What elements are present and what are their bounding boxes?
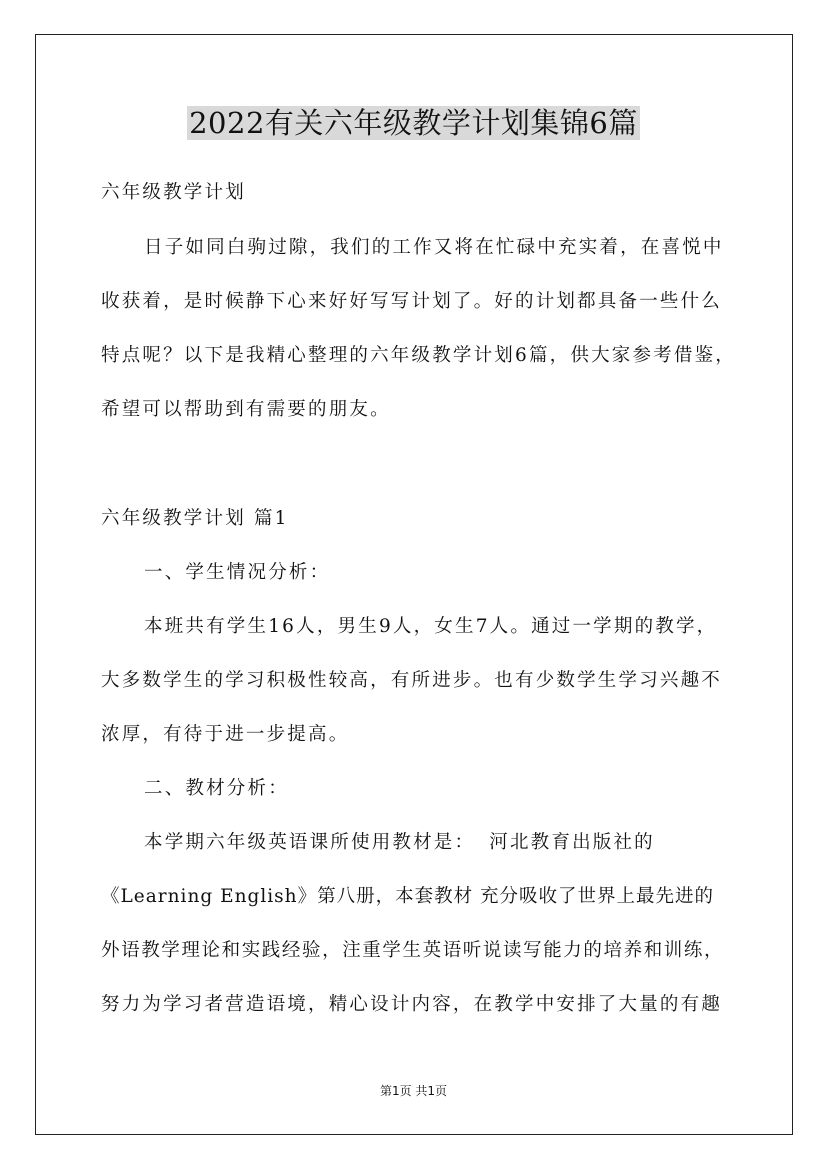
section1-heading: 六年级教学计划 篇1 [101,508,289,529]
sub2-heading: 二、教材分析： [144,778,289,799]
intro-heading: 六年级教学计划 [101,182,246,203]
intro-line-1: 日子如同白驹过隙，我们的工作又将在忙碌中充实着，在喜悦中 [144,237,724,258]
sub2-line-3: 外语教学理论和实践经验，注重学生英语听说读写能力的培养和训练， [101,940,725,961]
sub1-heading: 一、学生情况分析： [144,562,331,583]
sub2-line-1: 本学期六年级英语课所使用教材是： 河北教育出版社的 [144,832,655,853]
sub1-line-3: 浓厚，有待于进一步提高。 [101,724,350,745]
intro-line-4: 希望可以帮助到有需要的朋友。 [101,399,391,420]
title-text: 2022有关六年级教学计划集锦6篇 [189,106,638,140]
sub1-line-1: 本班共有学生16人，男生9人，女生7人。通过一学期的教学， [144,616,718,637]
intro-line-3: 特点呢？以下是我精心整理的六年级教学计划6篇，供大家参考借鉴， [101,345,736,366]
page-footer: 第1页 共1页 [379,1084,448,1098]
sub1-line-2: 大多数学生的学习积极性较高，有所进步。也有少数学生学习兴趣不 [101,670,723,691]
intro-line-2: 收获着，是时候静下心来好好写写计划了。好的计划都具备一些什么 [101,291,723,312]
sub2-line-4: 努力为学习者营造语境，精心设计内容，在教学中安排了大量的有趣 [101,994,723,1015]
sub2-line-2: 《Learning English》第八册，本套教材 充分吸收了世界上最先进的 [101,886,714,907]
document-title [0,103,827,143]
